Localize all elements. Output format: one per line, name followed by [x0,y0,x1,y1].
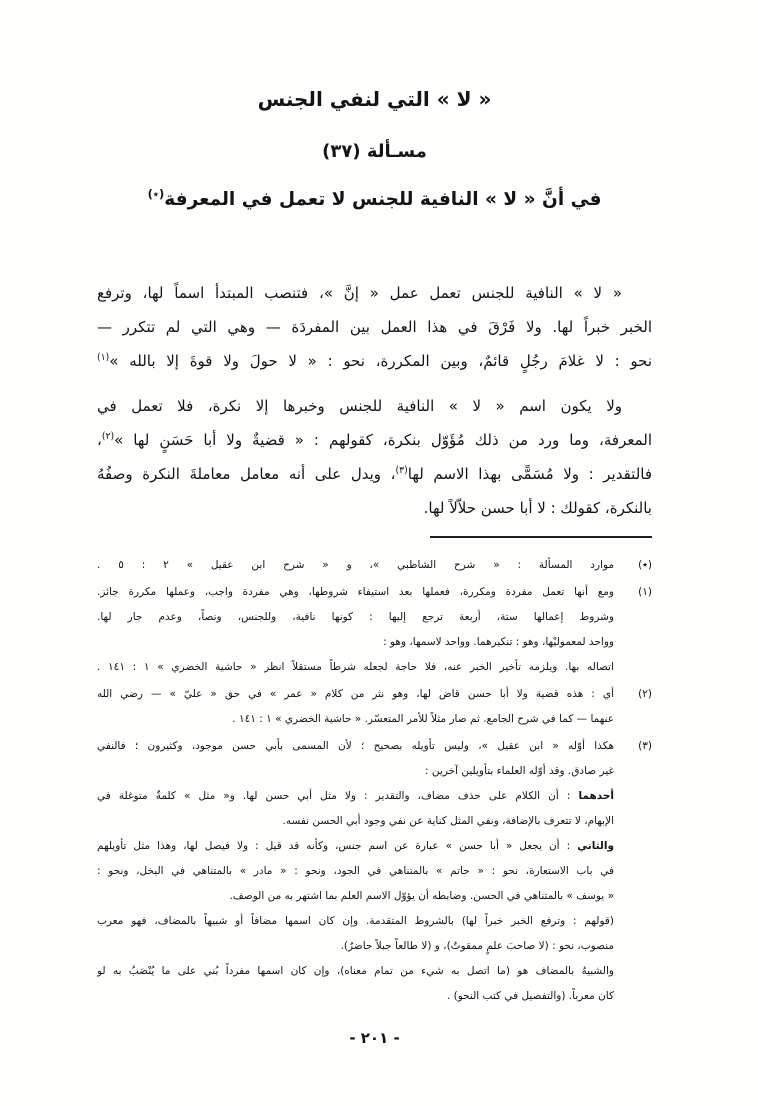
body-line [97,423,652,457]
body-line-text: ، ويدل على أنه معامل معاملةَ النكرة وصفُهُ [97,465,396,483]
body-line: ولا يكون اسم « لا » النافية للجنس وخبرها إلا نكرة، فلا تعمل في [97,397,622,415]
footnote-line: ومع أنها تعمل مفردة ومكررة، فعملها بعد استيفاء شروطها، وهي مفردة واجب، وعملها مكررة جائز. [97,586,614,598]
body-line: « لا » النافية للجنس تعمل عمل « إنَّ »، فتنصب المبتدأ اسماً لها، وترفع [97,284,622,302]
footnote-item-3 [97,734,652,1009]
footnote-text [97,580,614,680]
footnote-item-star [97,553,652,578]
footnote-ref-1: (١) [97,352,110,363]
footnote-line: الإبهام، لا تتعرف بالإضافة، ونفي المثل كناية عن نفي وجود أبي الحسن نفسه. [282,815,614,827]
body-line-text: فالتقدير : ولا مُسَمًّى بهذا الاسم لها [407,465,652,483]
body-line-text: المعرفة، وما ورد من ذلك مُؤَوّل بنكرة، كقولهم : « قضيةٌ ولا أبا حَسَنٍ لها » [114,431,652,449]
body-line [97,457,652,491]
footnote-ref-2: (٢) [101,431,115,442]
body-line: الخبر خبراً لها. ولا فَرْقَ في هذا العمل بين المفردَة — وهي التي لم تتكرر — [97,318,652,336]
footnote-line-text: : أن الكلام على حذف مضاف، والتقدير : ولا مثل أبي حسن لها. و« مثل » كلمةٌ متوغلة في [97,790,579,802]
footnote-line: منصوب، نحو : (لا صاحبَ علمٍ ممقوتٌ)، و (لا طالعاً جبلاً حاضرٌ). [340,940,614,952]
section-title-text: في أنَّ « لا » النافية للجنس لا تعمل في المعرفة [164,189,602,210]
footnote-item-2 [97,682,652,732]
footnote-line: عنهما — كما في شرح الجامع. ثم صار مثلاً للأمر المتعسّر. « حاشية الخضري » ١ : ١٤١ . [232,713,614,725]
footnote-lead-word: والثاني [577,840,614,852]
footnote-line: غير صادق. وقد أوّله العلماء بتأويلين آخرين : [425,765,614,777]
body-text [97,276,652,525]
body-line-text: نحو : لا غلامَ رجُلٍ قائمٌ، وبين المكررة، نحو : « لا حولَ ولا قوةَ إلا بالله » [109,352,652,370]
footnote-marker: (٢) [638,688,652,700]
footnote-line: « يوسف » بالمتناهي في الحسن. وضابطه أن يؤوّل الاسم العلم بما اشتهر به من الوصف. [229,890,614,902]
footnote-line: (قولهم : وترفع الخبر خبراً لها) بالشروط المتقدمة. وإن كان اسمها مضافاً أو شبيهاً بالمضاف، فهو معرب [97,915,614,927]
footnote-divider [430,536,652,538]
footnote-text [97,682,614,732]
body-line [97,344,652,378]
footnote-lead-word: أحدهما [578,790,614,802]
paragraph-1 [97,276,652,378]
footnote-line: اتصاله بها. ويلزمه تأخير الخبر عنه، فلا حاجة لجعله شرطاً مستقلاً انظر « حاشية الخضري » ١ : ١٤١ . [97,661,614,673]
issue-number-title: مسـألة (٣٧) [322,141,427,162]
footnote-text [97,734,614,1009]
page-number: - ٢٠١ - [349,1029,400,1047]
footnote-ref-3: (٣) [395,465,408,476]
footnote-item-1 [97,580,652,680]
paragraph-2 [97,389,652,525]
footnote-line: وواحد لمعموليْها، وهو : تنكيرهما. وواحد لاسمها، وهو : [383,636,614,648]
footnote-line [97,784,614,809]
footnote-ref-star: (٭) [147,186,165,201]
footnote-line: والشبيهُ بالمضاف هو (ما اتصل به شيء من تمام معناه)، وإن كان اسمها مفرداً بُني على ما يُنْصَبُ به لو [97,965,614,977]
section-title [97,186,652,214]
footnote-marker: (٣) [638,740,652,752]
footnote-line: كان معرباً. (والتفصيل في كتب النحو) . [446,990,614,1002]
footnote-line: في باب الاستعارة، نحو : « حاتم » بالمتناهي في الجود، ونحو : « مادر » بالمتناهي في البخل، ونحو : [97,865,614,877]
footnote-line-text: : أن يجعل « أبا حسن » عبارة عن اسم جنس، وكأنه قد قيل : ولا فيصل لها، وهذا مثل تأويلهم [97,840,578,852]
footnote-line [97,834,614,859]
footnote-marker: (٭) [638,559,652,571]
footnote-line: وشروط إعمالها ستة، أربعة ترجع إليها : كونها نافية، وللجنس، ونصاً، وعدم جار لها. [97,611,614,623]
footnote-text [97,553,614,578]
footnote-line: هكذا أوّله « ابن عقيل »، وليس تأويله بصحيح ؛ لأن المسمى بأبي حسن موجود، وكثيرون ؛ فالنفي [97,740,614,752]
footnote-marker: (١) [638,586,652,598]
footnote-line: موارد المسألة : « شرح الشاطبي »، و « شرح ابن عقيل » ٢ : ٥ . [97,559,614,571]
chapter-title: « لا » التي لنفي الجنس [257,87,492,111]
body-line: بالنكرة، كقولك : لا أبا حسن حلاّلاً لها. [423,499,652,517]
footnotes [97,553,652,1009]
body-line-text: ، [97,431,102,449]
footnote-line: أي : هذه قضية ولا أبا حسن قاض لها، وهو نثر من كلام « عمر » في حق « عليّ » — رضي الله [97,688,614,700]
